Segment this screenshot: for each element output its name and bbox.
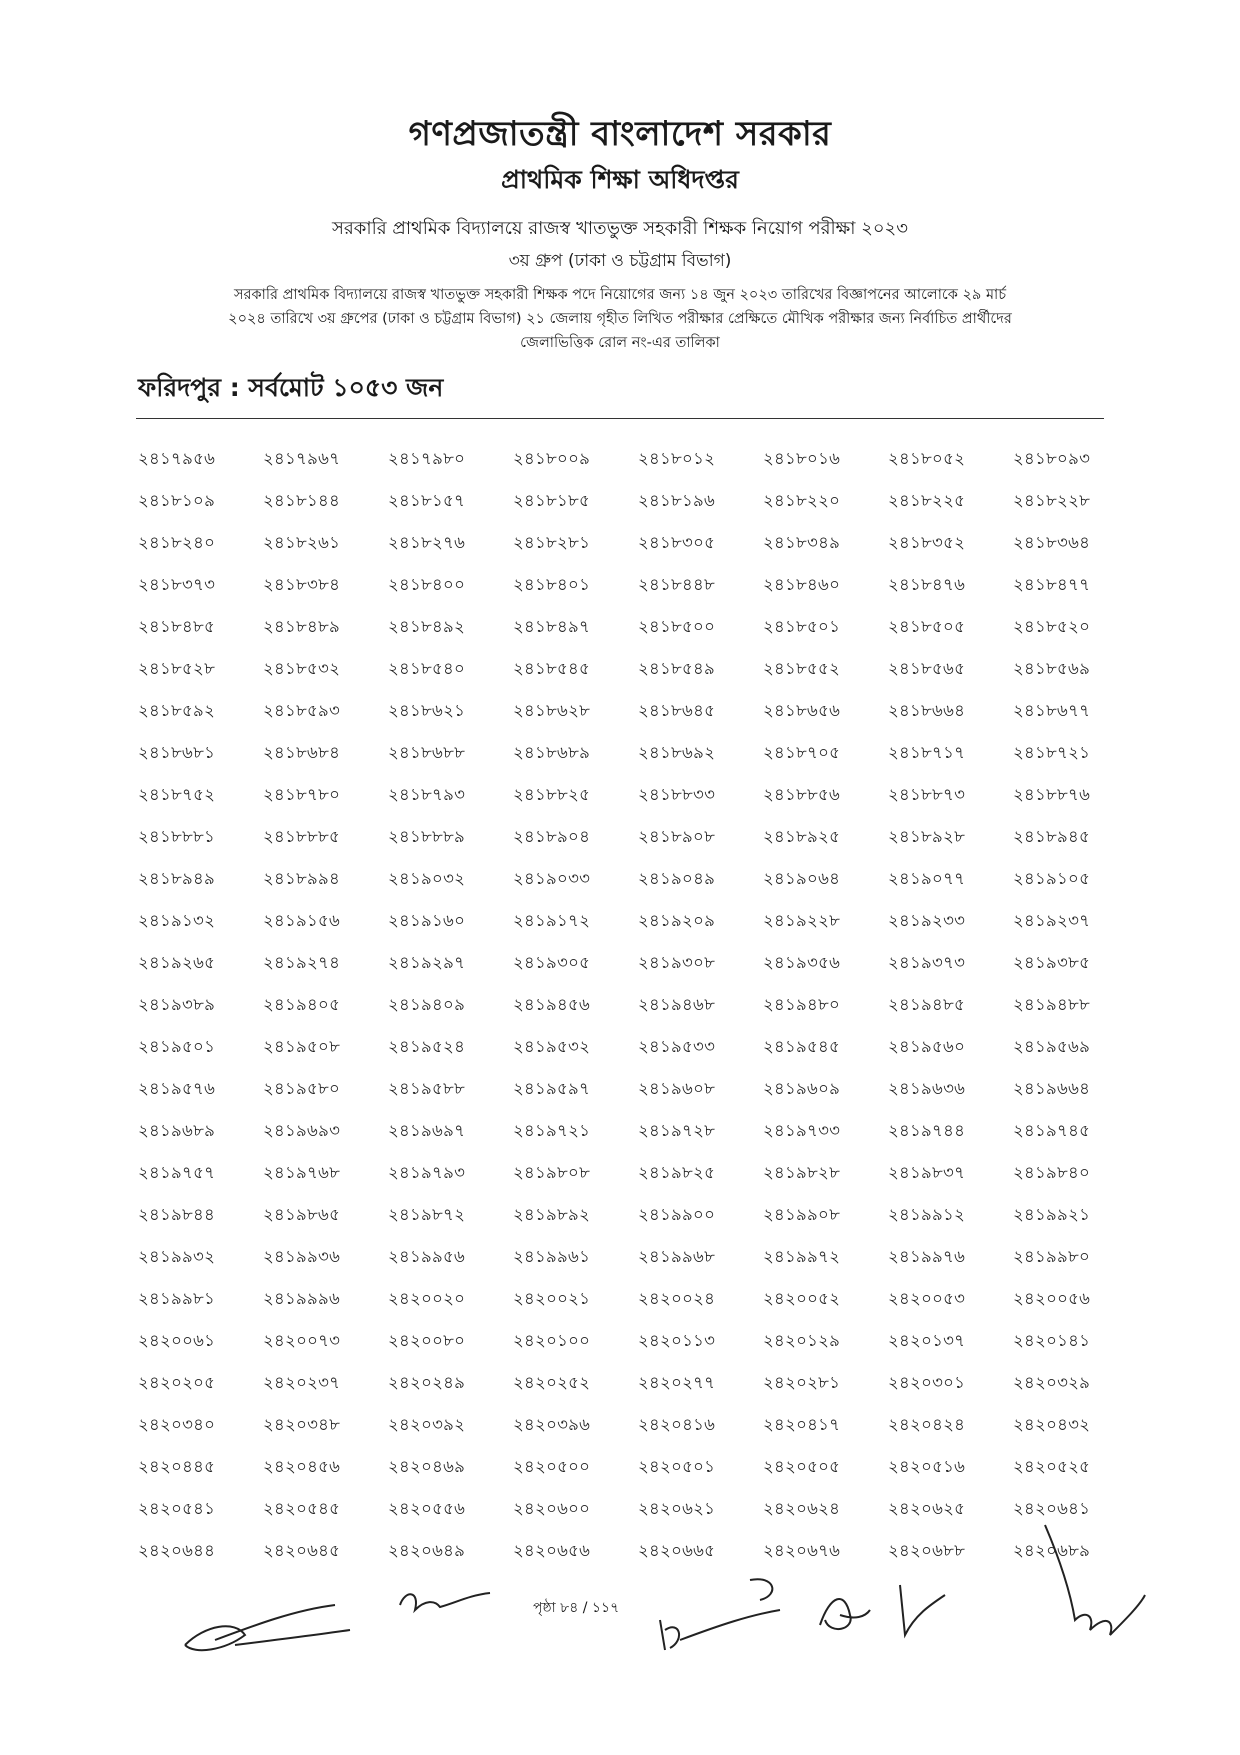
- roll-number: ২৪২০৬২১: [638, 1499, 716, 1518]
- roll-number: ২৪২০৫০৫: [763, 1457, 841, 1476]
- roll-number: ২৪১৮৫৬৫: [888, 659, 966, 678]
- roll-number: ২৪১৮৪৮৯: [263, 617, 341, 636]
- roll-number: ২৪১৯১৬০: [388, 911, 466, 930]
- roll-number: ২৪১৮৬৯২: [638, 743, 716, 762]
- notice-line: জেলাভিত্তিক রোল নং-এর তালিকা: [520, 335, 720, 351]
- roll-number: ২৪১৯৪৬৮: [638, 995, 716, 1014]
- roll-number: ২৪২০৪৩২: [1013, 1415, 1091, 1434]
- roll-number: ২৪১৮৫৯৩: [263, 701, 341, 720]
- roll-number: ২৪১৮২২৫: [888, 491, 966, 510]
- roll-number: ২৪২০৬৪৫: [263, 1541, 341, 1560]
- roll-number: ২৪২০৫৪৫: [263, 1499, 341, 1518]
- roll-number: ২৪১৮৯৪৯: [138, 869, 216, 888]
- roll-number: ২৪১৮৬২১: [388, 701, 466, 720]
- roll-number: ২৪১৮৯৪৫: [1013, 827, 1091, 846]
- roll-number: ২৪১৮৩৪৯: [763, 533, 841, 552]
- roll-number: ২৪১৯৪৮৮: [1013, 995, 1091, 1014]
- roll-number: ২৪২০২৫২: [513, 1373, 591, 1392]
- roll-number: ২৪১৯০৩৩: [513, 869, 591, 888]
- roll-number: ২৪২০৫৫৬: [388, 1499, 466, 1518]
- roll-number: ২৪১৯৫৩৩: [638, 1037, 716, 1056]
- roll-number: ২৪১৮৮২৫: [513, 785, 591, 804]
- roll-number: ২৪১৯২২৮: [763, 911, 841, 930]
- roll-number: ২৪১৮৬৬৪: [888, 701, 966, 720]
- roll-number: ২৪১৯৫০৮: [263, 1037, 341, 1056]
- roll-number: ২৪২০৩৯২: [388, 1415, 466, 1434]
- roll-number: ২৪১৯৬৩৬: [888, 1079, 966, 1098]
- roll-number: ২৪১৭৯৬৭: [263, 449, 341, 468]
- roll-number: ২৪১৯৯৩৬: [263, 1247, 341, 1266]
- roll-number: ২৪১৯৪৫৬: [513, 995, 591, 1014]
- roll-number: ২৪১৯০৬৪: [763, 869, 841, 888]
- roll-number: ২৪১৯১৩২: [138, 911, 216, 930]
- roll-number: ২৪১৮৯২৮: [888, 827, 966, 846]
- signature-3: [640, 1570, 800, 1660]
- roll-number: ২৪২০০২৪: [638, 1289, 716, 1308]
- roll-number: ২৪২০১২৯: [763, 1331, 841, 1350]
- roll-number: ২৪১৮১৪৪: [263, 491, 341, 510]
- roll-number: ২৪১৮৭০৫: [763, 743, 841, 762]
- roll-number: ২৪১৮২৬১: [263, 533, 341, 552]
- roll-number: ২৪১৮৬২৮: [513, 701, 591, 720]
- roll-number: ২৪১৯৫২৪: [388, 1037, 466, 1056]
- government-title: গণপ্রজাতন্ত্রী বাংলাদেশ সরকার: [408, 114, 832, 154]
- roll-number: ২৪১৯৯৫৬: [388, 1247, 466, 1266]
- roll-number: ২৪২০২৪৯: [388, 1373, 466, 1392]
- group-title: ৩য় গ্রুপ (ঢাকা ও চট্টগ্রাম বিভাগ): [508, 251, 732, 271]
- signature-2: [395, 1585, 495, 1625]
- roll-number: ২৪২০৬৪১: [1013, 1499, 1091, 1518]
- roll-number: ২৪১৯০৩২: [388, 869, 466, 888]
- roll-number: ২৪১৯৮২৫: [638, 1163, 716, 1182]
- roll-number: ২৪১৮৫০০: [638, 617, 716, 636]
- roll-number: ২৪২০৫১৬: [888, 1457, 966, 1476]
- roll-number: ২৪১৭৯৮০: [388, 449, 466, 468]
- roll-number: ২৪২০০২০: [388, 1289, 466, 1308]
- roll-number: ২৪১৯৫৯৭: [513, 1079, 591, 1098]
- roll-number: ২৪১৯৬৮৯: [138, 1121, 216, 1140]
- roll-number: ২৪১৮৬৮৪: [263, 743, 341, 762]
- roll-number: ২৪১৮৩৮৪: [263, 575, 341, 594]
- roll-number: ২৪১৯৯০০: [638, 1205, 716, 1224]
- roll-number: ২৪২০২৭৭: [638, 1373, 716, 1392]
- roll-number: ২৪২০৩২৯: [1013, 1373, 1091, 1392]
- roll-number: ২৪১৯৯৮০: [1013, 1247, 1091, 1266]
- roll-number: ২৪২০৬২৪: [763, 1499, 841, 1518]
- roll-number: ২৪১৯২৩৭: [1013, 911, 1091, 930]
- roll-number: ২৪২০৪৪৫: [138, 1457, 216, 1476]
- roll-number: ২৪১৯৪০৫: [263, 995, 341, 1014]
- roll-number: ২৪১৯৮০৮: [513, 1163, 591, 1182]
- roll-number: ২৪১৮০৯৩: [1013, 449, 1091, 468]
- roll-number: ২৪১৯২০৯: [638, 911, 716, 930]
- roll-number: ২৪১৯৫৮৮: [388, 1079, 466, 1098]
- roll-number: ২৪১৮৯৯৪: [263, 869, 341, 888]
- roll-number: ২৪২০৪১৭: [763, 1415, 841, 1434]
- roll-number: ২৪১৮৭২১: [1013, 743, 1091, 762]
- roll-number: ২৪১৯২৩৩: [888, 911, 966, 930]
- roll-number: ২৪১৯৭৫৭: [138, 1163, 216, 1182]
- roll-number: ২৪১৯৪৮০: [763, 995, 841, 1014]
- roll-number: ২৪১৮১৮৫: [513, 491, 591, 510]
- roll-number: ২৪১৭৯৫৬: [138, 449, 216, 468]
- roll-number: ২৪২০০৫২: [763, 1289, 841, 1308]
- roll-number: ২৪১৯৭২১: [513, 1121, 591, 1140]
- roll-number: ২৪১৮৪৭৭: [1013, 575, 1091, 594]
- notice-line: ২০২৪ তারিখে ৩য় গ্রুপের (ঢাকা ও চট্টগ্রাম বিভাগ) ২১ জেলায় গৃহীত লিখিত পরীক্ষার প্রেক্ষিতে মৌখিক পরীক্ষার জন্য নির্বাচিত প্রার্থীদের: [228, 311, 1012, 327]
- roll-number: ২৪২০৬৬৫: [638, 1541, 716, 1560]
- roll-number: ২৪১৯৯৭৬: [888, 1247, 966, 1266]
- roll-number: ২৪১৮৪৯৭: [513, 617, 591, 636]
- roll-number: ২৪১৮৬৪৫: [638, 701, 716, 720]
- roll-number: ২৪১৮০৫২: [888, 449, 966, 468]
- roll-number: ২৪১৮৭৯৩: [388, 785, 466, 804]
- roll-number: ২৪১৮৬৮৮: [388, 743, 466, 762]
- roll-number: ২৪১৮৩৭৩: [138, 575, 216, 594]
- roll-number: ২৪১৮৮৮১: [138, 827, 216, 846]
- roll-number: ২৪২০১১৩: [638, 1331, 716, 1350]
- roll-number: ২৪২০৪৬৯: [388, 1457, 466, 1476]
- roll-number: ২৪১৮৪৯২: [388, 617, 466, 636]
- roll-number: ২৪১৯৮৯২: [513, 1205, 591, 1224]
- roll-number: ২৪১৮৫০১: [763, 617, 841, 636]
- roll-number: ২৪১৮৮৭৬: [1013, 785, 1091, 804]
- roll-number: ২৪১৯৫৬০: [888, 1037, 966, 1056]
- roll-number: ২৪১৯৫৭৬: [138, 1079, 216, 1098]
- roll-number: ২৪১৯২৯৭: [388, 953, 466, 972]
- roll-number: ২৪১৮৪৭৬: [888, 575, 966, 594]
- roll-number: ২৪১৯৭৪৫: [1013, 1121, 1091, 1140]
- roll-number: ২৪২০৪৫৬: [263, 1457, 341, 1476]
- roll-number: ২৪১৮৭১৭: [888, 743, 966, 762]
- roll-number: ২৪১৯৭৪৪: [888, 1121, 966, 1140]
- signature-4: [810, 1575, 960, 1645]
- roll-number: ২৪১৮৬৫৬: [763, 701, 841, 720]
- roll-number: ২৪১৮৬৮৯: [513, 743, 591, 762]
- roll-number: ২৪১৯৯০৮: [763, 1205, 841, 1224]
- notice-line: সরকারি প্রাথমিক বিদ্যালয়ে রাজস্ব খাতভুক্ত সহকারী শিক্ষক পদে নিয়োগের জন্য ১৪ জুন ২০২৩ তারিখের বিজ্ঞাপনের আলোকে ২৯ মার্চ: [233, 287, 1007, 303]
- roll-number: ২৪১৮০১৬: [763, 449, 841, 468]
- roll-number: ২৪১৯৯৯৬: [263, 1289, 341, 1308]
- roll-number: ২৪১৮৩০৫: [638, 533, 716, 552]
- roll-number: ২৪১৯৪০৯: [388, 995, 466, 1014]
- roll-number: ২৪১৮৫৩২: [263, 659, 341, 678]
- roll-number: ২৪১৯৫৬৯: [1013, 1037, 1091, 1056]
- roll-number: ২৪২০৬০০: [513, 1499, 591, 1518]
- roll-number: ২৪১৯০৪৯: [638, 869, 716, 888]
- roll-number: ২৪১৮৫৪০: [388, 659, 466, 678]
- roll-number: ২৪১৯৬৬৪: [1013, 1079, 1091, 1098]
- roll-number: ২৪১৮০০৯: [513, 449, 591, 468]
- roll-number: ২৪১৮৪০০: [388, 575, 466, 594]
- roll-number: ২৪১৯৩৮৫: [1013, 953, 1091, 972]
- roll-number: ২৪১৮৯২৫: [763, 827, 841, 846]
- signature-5: [1040, 1520, 1150, 1650]
- roll-number: ২৪২০০৮০: [388, 1331, 466, 1350]
- roll-number: ২৪২০৫০০: [513, 1457, 591, 1476]
- roll-number: ২৪২০৫৪১: [138, 1499, 216, 1518]
- roll-number: ২৪১৯২৬৫: [138, 953, 216, 972]
- roll-number: ২৪২০৬৭৬: [763, 1541, 841, 1560]
- roll-number: ২৪২০৪১৬: [638, 1415, 716, 1434]
- roll-number: ২৪১৯৮৩৭: [888, 1163, 966, 1182]
- roll-number: ২৪১৮৫২৮: [138, 659, 216, 678]
- roll-number: ২৪১৯৭৩৩: [763, 1121, 841, 1140]
- roll-number: ২৪১৮৩৫২: [888, 533, 966, 552]
- roll-number: ২৪১৮২৮১: [513, 533, 591, 552]
- roll-number: ২৪২০০২১: [513, 1289, 591, 1308]
- roll-number: ২৪২০৩৪৮: [263, 1415, 341, 1434]
- roll-number: ২৪১৯৩০৫: [513, 953, 591, 972]
- roll-number: ২৪১৯৯১২: [888, 1205, 966, 1224]
- roll-number: ২৪২০২০৫: [138, 1373, 216, 1392]
- roll-number: ২৪১৯৫৩২: [513, 1037, 591, 1056]
- roll-number: ২৪১৯৯৭২: [763, 1247, 841, 1266]
- roll-number: ২৪২০৩৯৬: [513, 1415, 591, 1434]
- roll-number: ২৪১৮৪৮৫: [138, 617, 216, 636]
- roll-number: ২৪১৯৯৩২: [138, 1247, 216, 1266]
- roll-number: ২৪১৮১৯৬: [638, 491, 716, 510]
- roll-number: ২৪১৮৫৬৯: [1013, 659, 1091, 678]
- roll-number: ২৪১৯৯৬৮: [638, 1247, 716, 1266]
- roll-number: ২৪১৯৫৪৫: [763, 1037, 841, 1056]
- roll-number: ২৪২০৬৫৬: [513, 1541, 591, 1560]
- roll-number: ২৪১৯৩৫৬: [763, 953, 841, 972]
- roll-number: ২৪২০০৬১: [138, 1331, 216, 1350]
- roll-number: ২৪১৮৬৮১: [138, 743, 216, 762]
- roll-number: ২৪১৯১০৫: [1013, 869, 1091, 888]
- divider: [136, 418, 1104, 419]
- roll-number: ২৪২০৬২৫: [888, 1499, 966, 1518]
- roll-number: ২৪১৯৯৮১: [138, 1289, 216, 1308]
- roll-number: ২৪১৮৮৭৩: [888, 785, 966, 804]
- roll-number: ২৪১৯৯৬১: [513, 1247, 591, 1266]
- roll-number: ২৪১৮৫৫২: [763, 659, 841, 678]
- roll-number: ২৪২০১৩৭: [888, 1331, 966, 1350]
- roll-number: ২৪১৯৭৬৮: [263, 1163, 341, 1182]
- roll-number: ২৪১৮১৫৭: [388, 491, 466, 510]
- roll-number: ২৪২০১০০: [513, 1331, 591, 1350]
- roll-number: ২৪২০৩০১: [888, 1373, 966, 1392]
- roll-number: ২৪২০২৮১: [763, 1373, 841, 1392]
- roll-number: ২৪২০৬৪৪: [138, 1541, 216, 1560]
- roll-number: ২৪১৮৫৪৫: [513, 659, 591, 678]
- roll-number-grid: [138, 438, 1118, 1572]
- roll-number: ২৪১৮২৪০: [138, 533, 216, 552]
- roll-number: ২৪১৯৬০৮: [638, 1079, 716, 1098]
- roll-number: ২৪১৯৭২৮: [638, 1121, 716, 1140]
- roll-number: ২৪২০৬৪৯: [388, 1541, 466, 1560]
- roll-number: ২৪২০১৪১: [1013, 1331, 1091, 1350]
- roll-number: ২৪১৯৩০৮: [638, 953, 716, 972]
- roll-number: ২৪১৮৫৪৯: [638, 659, 716, 678]
- roll-number: ২৪২০৪২৪: [888, 1415, 966, 1434]
- roll-number: ২৪১৮৪৪৮: [638, 575, 716, 594]
- roll-number: ২৪১৮৮৫৬: [763, 785, 841, 804]
- roll-number: ২৪১৮৫৯২: [138, 701, 216, 720]
- roll-number: ২৪১৮৯০৪: [513, 827, 591, 846]
- notice-paragraph: [140, 283, 1100, 355]
- roll-number: ২৪১৯৩৮৯: [138, 995, 216, 1014]
- roll-number: ২৪১৯৪৮৫: [888, 995, 966, 1014]
- roll-number: ২৪১৮৮৮৯: [388, 827, 466, 846]
- roll-number: ২৪১৮১০৯: [138, 491, 216, 510]
- page-number: পৃষ্ঠা ৮৪ / ১১৭: [533, 1600, 620, 1616]
- roll-number: ২৪২০৫২৫: [1013, 1457, 1091, 1476]
- roll-number: ২৪১৮৯০৮: [638, 827, 716, 846]
- roll-number: ২৪১৯৮৪০: [1013, 1163, 1091, 1182]
- roll-number: ২৪১৯৫৮০: [263, 1079, 341, 1098]
- roll-number: ২৪১৮৭৮০: [263, 785, 341, 804]
- roll-number: ২৪২০০৫৩: [888, 1289, 966, 1308]
- roll-number: ২৪১৯২৭৪: [263, 953, 341, 972]
- roll-number: ২৪১৮৫০৫: [888, 617, 966, 636]
- roll-number: ২৪২০২৩৭: [263, 1373, 341, 1392]
- roll-number: ২৪১৮২২০: [763, 491, 841, 510]
- roll-number: ২৪১৮৪৬০: [763, 575, 841, 594]
- roll-number: ২৪২০৬৮৯: [1013, 1541, 1091, 1560]
- roll-number: ২৪২০০৭৩: [263, 1331, 341, 1350]
- roll-number: ২৪১৯৮৬৫: [263, 1205, 341, 1224]
- roll-number: ২৪১৯১৭২: [513, 911, 591, 930]
- roll-number: ২৪১৯৮৪৪: [138, 1205, 216, 1224]
- roll-number: ২৪১৯৬০৯: [763, 1079, 841, 1098]
- roll-number: ২৪১৯৩৭৩: [888, 953, 966, 972]
- district-heading: ফরিদপুর : সর্বমোট ১০৫৩ জন: [138, 373, 444, 402]
- roll-number: ২৪১৮৩৬৪: [1013, 533, 1091, 552]
- roll-number: ২৪২০৩৪০: [138, 1415, 216, 1434]
- exam-title: সরকারি প্রাথমিক বিদ্যালয়ে রাজস্ব খাতভুক্ত সহকারী শিক্ষক নিয়োগ পরীক্ষা ২০২৩: [332, 218, 908, 239]
- department-title: প্রাথমিক শিক্ষা অধিদপ্তর: [501, 165, 739, 194]
- roll-number: ২৪১৮০১২: [638, 449, 716, 468]
- roll-number: ২৪১৮৫২০: [1013, 617, 1091, 636]
- roll-number: ২৪১৯০৭৭: [888, 869, 966, 888]
- roll-number: ২৪১৮৭৫২: [138, 785, 216, 804]
- roll-number: ২৪১৮৪০১: [513, 575, 591, 594]
- roll-number: ২৪১৮২৭৬: [388, 533, 466, 552]
- roll-number: ২৪২০৫০১: [638, 1457, 716, 1476]
- roll-number: ২৪১৯১৫৬: [263, 911, 341, 930]
- signature-1: [175, 1600, 355, 1660]
- roll-number: ২৪১৮৮৩৩: [638, 785, 716, 804]
- roll-number: ২৪১৮৬৭৭: [1013, 701, 1091, 720]
- roll-number: ২৪১৮২২৮: [1013, 491, 1091, 510]
- roll-number: ২৪১৯৫০১: [138, 1037, 216, 1056]
- roll-number: ২৪১৮৮৮৫: [263, 827, 341, 846]
- roll-number: ২৪১৯৯২১: [1013, 1205, 1091, 1224]
- roll-number: ২৪১৯৬৯৭: [388, 1121, 466, 1140]
- roll-number: ২৪২০০৫৬: [1013, 1289, 1091, 1308]
- roll-number: ২৪১৯৮২৮: [763, 1163, 841, 1182]
- roll-number: ২৪১৯৬৯৩: [263, 1121, 341, 1140]
- roll-number: ২৪২০৬৮৮: [888, 1541, 966, 1560]
- roll-number: ২৪১৯৮৭২: [388, 1205, 466, 1224]
- roll-number: ২৪১৯৭৯৩: [388, 1163, 466, 1182]
